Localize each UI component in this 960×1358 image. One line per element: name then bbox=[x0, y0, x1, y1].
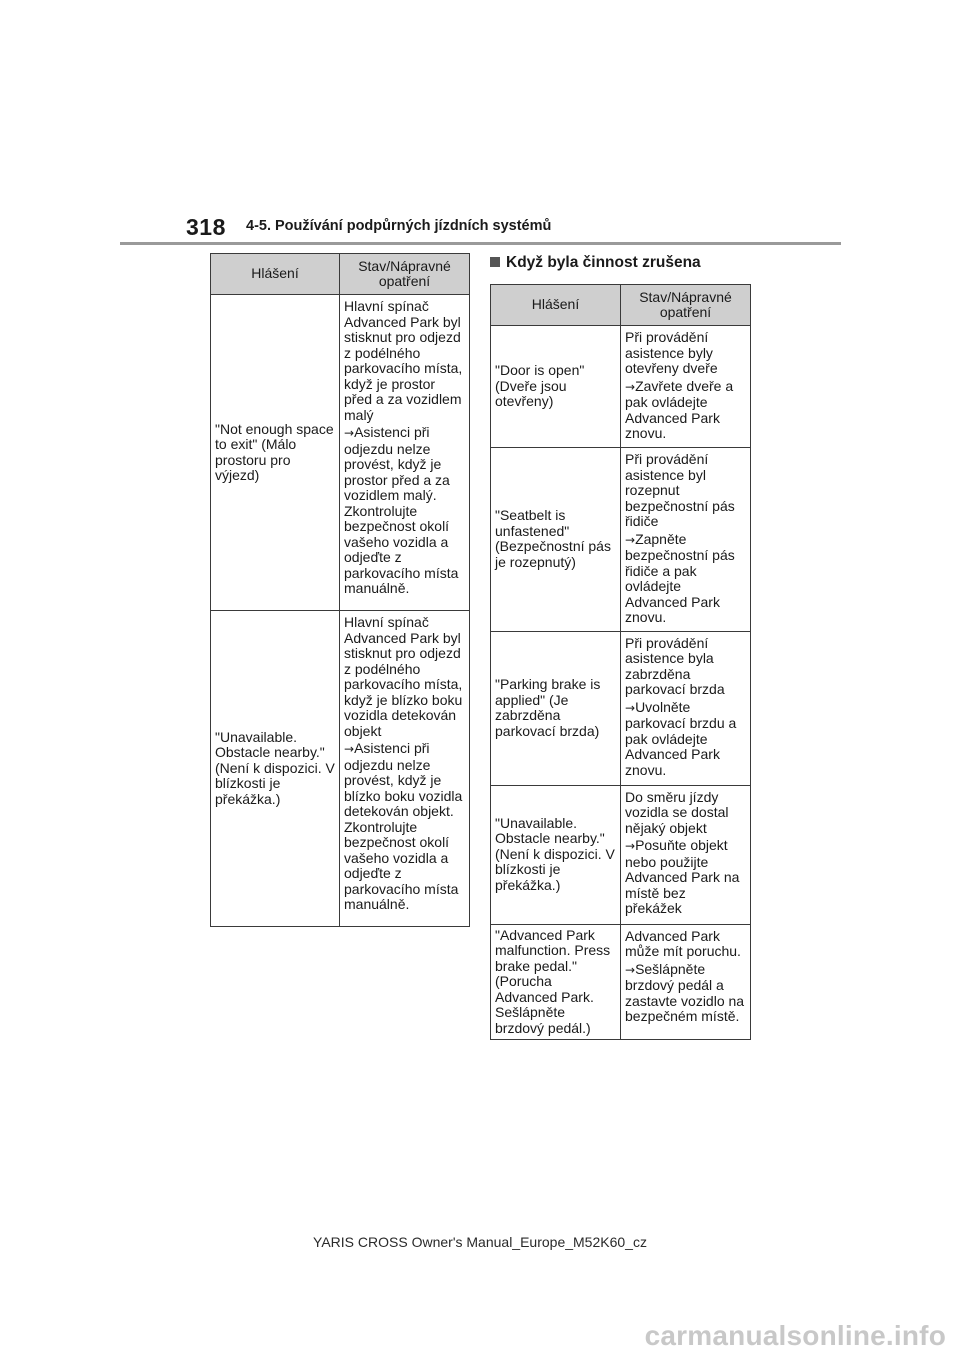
action-label: Asistenci při odjezdu nelze provést, když je prostor před a za vozidlem malý. Zkontrolujte bezpečnost okolí vašeho vozidla a odjeďte z parkovacího místa manuálně. bbox=[344, 424, 459, 596]
message-cell: "Parking brake is applied" (Je zabrzděna parkovací brzda) bbox=[491, 631, 621, 785]
message-cell: "Seatbelt is unfastened" (Bezpečnostní pás je rozepnutý) bbox=[491, 448, 621, 632]
column-header-message: Hlášení bbox=[211, 254, 340, 295]
action-label: Uvolněte parkovací brzdu a pak ovládejte Advanced Park znovu. bbox=[625, 698, 737, 778]
action-label: Zavřete dveře a pak ovládejte Advanced Park znovu. bbox=[625, 377, 734, 441]
message-cell: "Not enough space to exit" (Málo prostoru pro výjezd) bbox=[211, 295, 340, 611]
arrow-right-icon: → bbox=[625, 839, 636, 853]
table-header-row bbox=[211, 254, 470, 295]
condition-text: Do směru jízdy vozidla se dostal nějaký objekt bbox=[625, 788, 729, 836]
subsection-title bbox=[490, 254, 701, 272]
table-row bbox=[491, 785, 751, 924]
action-text bbox=[625, 700, 746, 779]
condition-text: Hlavní spínač Advanced Park byl stisknut pro odjezd z podélného parkovacího místa, když je blízko boku vozidla detekován objekt bbox=[344, 614, 463, 739]
arrow-right-icon: → bbox=[625, 700, 636, 715]
footer-text: YARIS CROSS Owner's Manual_Europe_M52K60_cz bbox=[313, 1234, 647, 1250]
table-row bbox=[211, 295, 470, 611]
table-row bbox=[491, 631, 751, 785]
status-cell bbox=[621, 785, 751, 924]
condition-text: Hlavní spínač Advanced Park byl stisknut pro odjezd z podélného parkovacího místa, když je prostor před a za vozidlem malý bbox=[344, 298, 463, 423]
action-label: Sešlápněte brzdový pedál a zastavte vozidlo na bezpečném místě. bbox=[625, 960, 745, 1024]
message-cell: "Advanced Park malfunction. Press brake pedal." (Porucha Advanced Park. Sešlápněte brzdový pedál.) bbox=[491, 924, 621, 1040]
arrow-right-icon: → bbox=[344, 742, 355, 756]
watermark: carmanualsonline.info bbox=[644, 1320, 946, 1351]
action-text bbox=[344, 741, 465, 913]
column-header-message: Hlášení bbox=[491, 285, 621, 326]
action-text bbox=[625, 532, 746, 626]
subsection-label: Když byla činnost zrušena bbox=[506, 254, 701, 271]
message-table-right bbox=[490, 284, 751, 1040]
action-text bbox=[625, 962, 746, 1025]
condition-text: Advanced Park může mít poruchu. bbox=[625, 927, 741, 959]
message-table-left bbox=[210, 253, 470, 927]
square-bullet-icon bbox=[490, 257, 500, 267]
condition-text: Při provádění asistence byl rozepnut bezpečnostní pás řidiče bbox=[625, 451, 735, 529]
action-label: Zapněte bezpečnostní pás řidiče a pak ovládejte Advanced Park znovu. bbox=[625, 530, 735, 625]
status-cell bbox=[621, 448, 751, 632]
message-cell: "Unavailable. Obstacle nearby." (Není k dispozici. V blízkosti je překážka.) bbox=[211, 611, 340, 927]
status-cell bbox=[621, 631, 751, 785]
action-text bbox=[625, 838, 746, 917]
condition-text: Při provádění asistence byly otevřeny dveře bbox=[625, 329, 718, 376]
section-title: 4-5. Používání podpůrných jízdních systémů bbox=[246, 218, 552, 234]
table-row bbox=[491, 924, 751, 1040]
action-label: Posuňte objekt nebo použijte Advanced Park na místě bez překážek bbox=[625, 837, 740, 916]
status-cell bbox=[621, 326, 751, 448]
table-row bbox=[211, 611, 470, 927]
table-row bbox=[491, 326, 751, 448]
arrow-right-icon: → bbox=[625, 962, 636, 977]
arrow-right-icon: → bbox=[625, 532, 636, 547]
table-row bbox=[491, 448, 751, 632]
page-number: 318 bbox=[186, 214, 226, 240]
column-header-status: Stav/Nápravné opatření bbox=[621, 285, 751, 326]
arrow-right-icon: → bbox=[625, 379, 636, 394]
status-cell bbox=[340, 611, 470, 927]
message-cell: "Door is open" (Dveře jsou otevřeny) bbox=[491, 326, 621, 448]
status-cell bbox=[621, 924, 751, 1040]
arrow-right-icon: → bbox=[344, 426, 355, 440]
table-header-row bbox=[491, 285, 751, 326]
action-label: Asistenci při odjezdu nelze provést, když je blízko boku vozidla detekován objekt. Zkontrolujte bezpečnost okolí vašeho vozidla a odjeďte z parkovacího místa manuálně. bbox=[344, 740, 463, 912]
action-text bbox=[344, 425, 465, 597]
condition-text: Při provádění asistence byla zabrzděna parkovací brzda bbox=[625, 634, 725, 697]
column-header-status: Stav/Nápravné opatření bbox=[340, 254, 470, 295]
header-rule bbox=[120, 242, 841, 245]
action-text bbox=[625, 379, 746, 442]
status-cell bbox=[340, 295, 470, 611]
message-cell: "Unavailable. Obstacle nearby." (Není k dispozici. V blízkosti je překážka.) bbox=[491, 785, 621, 924]
